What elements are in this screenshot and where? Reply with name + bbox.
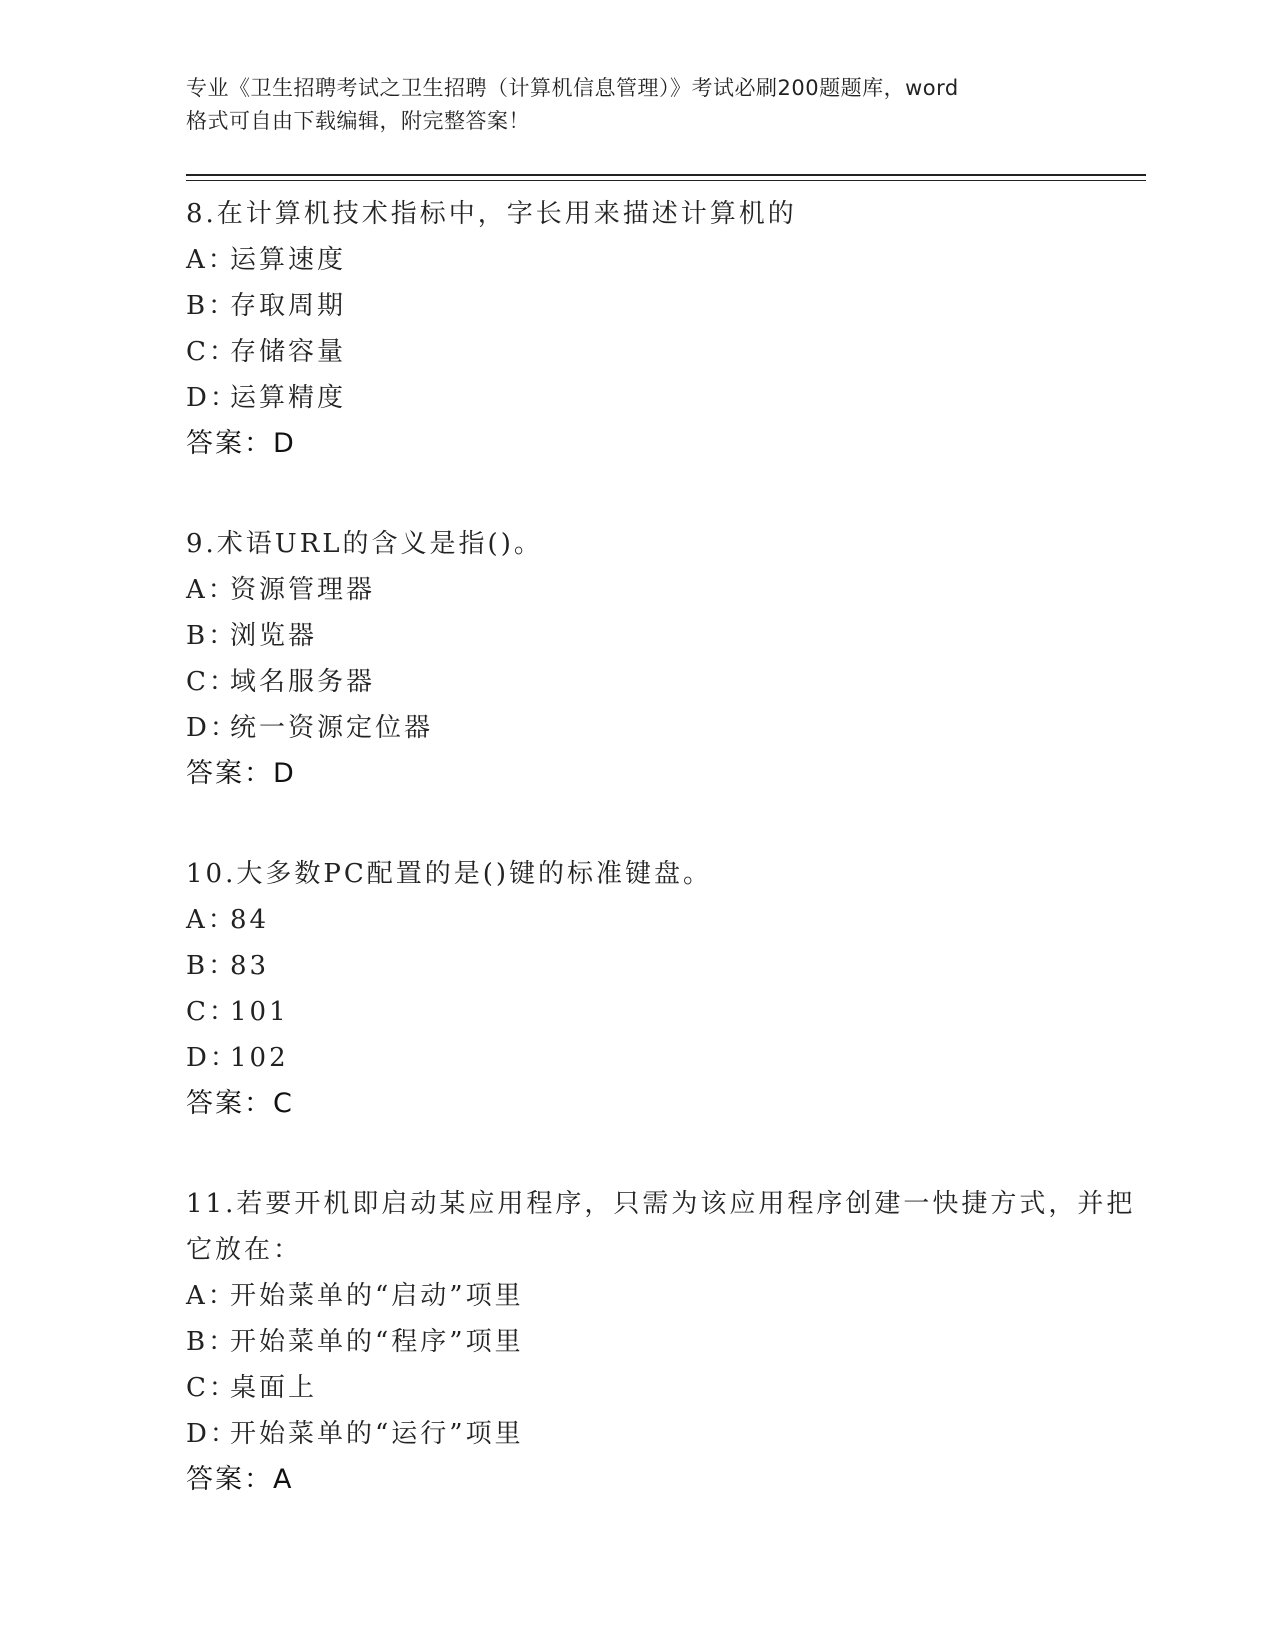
header-line-1: 专业《卫生招聘考试之卫生招聘（计算机信息管理）》考试必刷200题题库，word	[186, 76, 959, 100]
option-key: B：	[186, 951, 238, 981]
option-key: C：	[186, 667, 238, 697]
option-a	[186, 237, 1146, 283]
option-c	[186, 1365, 1146, 1411]
option-text: 存储容量	[230, 337, 347, 367]
option-key: C：	[186, 1373, 238, 1403]
option-text: 83	[230, 951, 270, 981]
option-d	[186, 1035, 1146, 1081]
question-item	[186, 851, 1146, 1127]
answer-line: 答案：A	[186, 1464, 294, 1495]
question-item	[186, 191, 1146, 467]
answer-line: 答案：D	[186, 758, 296, 789]
question-text: 8.在计算机技术指标中，字长用来描述计算机的	[186, 199, 797, 229]
option-key: A：	[186, 1281, 237, 1311]
option-key: D：	[186, 713, 239, 743]
option-key: A：	[186, 575, 237, 605]
option-text: 84	[230, 905, 270, 935]
option-key: A：	[186, 905, 237, 935]
option-b	[186, 943, 1146, 989]
document-page	[186, 72, 1146, 1503]
option-d	[186, 375, 1146, 421]
option-text: 运算精度	[230, 383, 347, 413]
option-key: D：	[186, 383, 239, 413]
option-text: 开始菜单的“启动”项里	[230, 1281, 524, 1311]
option-key: C：	[186, 337, 238, 367]
question-item	[186, 521, 1146, 797]
option-b	[186, 1319, 1146, 1365]
option-text: 101	[230, 997, 289, 1027]
option-text: 开始菜单的“运行”项里	[230, 1419, 524, 1449]
header-line-2: 格式可自由下载编辑，附完整答案！	[186, 109, 530, 133]
answer-line: 答案：D	[186, 428, 296, 459]
option-key: C：	[186, 997, 238, 1027]
option-text: 资源管理器	[230, 575, 376, 605]
option-d	[186, 1411, 1146, 1457]
option-a	[186, 1273, 1146, 1319]
option-c	[186, 329, 1146, 375]
question-list	[186, 191, 1146, 1503]
option-text: 桌面上	[230, 1373, 318, 1403]
option-a	[186, 897, 1146, 943]
option-text: 运算速度	[230, 245, 347, 275]
option-d	[186, 705, 1146, 751]
option-key: B：	[186, 1327, 238, 1357]
option-key: B：	[186, 621, 238, 651]
option-text: 域名服务器	[230, 667, 376, 697]
option-key: B：	[186, 291, 238, 321]
question-item	[186, 1181, 1146, 1503]
answer-line: 答案：C	[186, 1088, 294, 1119]
option-key: A：	[186, 245, 237, 275]
option-text: 开始菜单的“程序”项里	[230, 1327, 524, 1357]
question-text: 9.术语URL的含义是指()。	[186, 529, 543, 559]
question-text: 10.大多数PC配置的是()键的标准键盘。	[186, 859, 713, 889]
option-text: 存取周期	[230, 291, 347, 321]
option-c	[186, 989, 1146, 1035]
document-header	[186, 72, 1146, 138]
option-b	[186, 283, 1146, 329]
option-c	[186, 659, 1146, 705]
option-a	[186, 567, 1146, 613]
option-b	[186, 613, 1146, 659]
option-key: D：	[186, 1419, 239, 1449]
option-text: 102	[230, 1043, 289, 1073]
option-text: 统一资源定位器	[230, 713, 434, 743]
header-divider	[186, 174, 1146, 181]
option-text: 浏览器	[230, 621, 318, 651]
question-text: 11.若要开机即启动某应用程序，只需为该应用程序创建一快捷方式，并把它放在：	[186, 1189, 1136, 1265]
option-key: D：	[186, 1043, 239, 1073]
